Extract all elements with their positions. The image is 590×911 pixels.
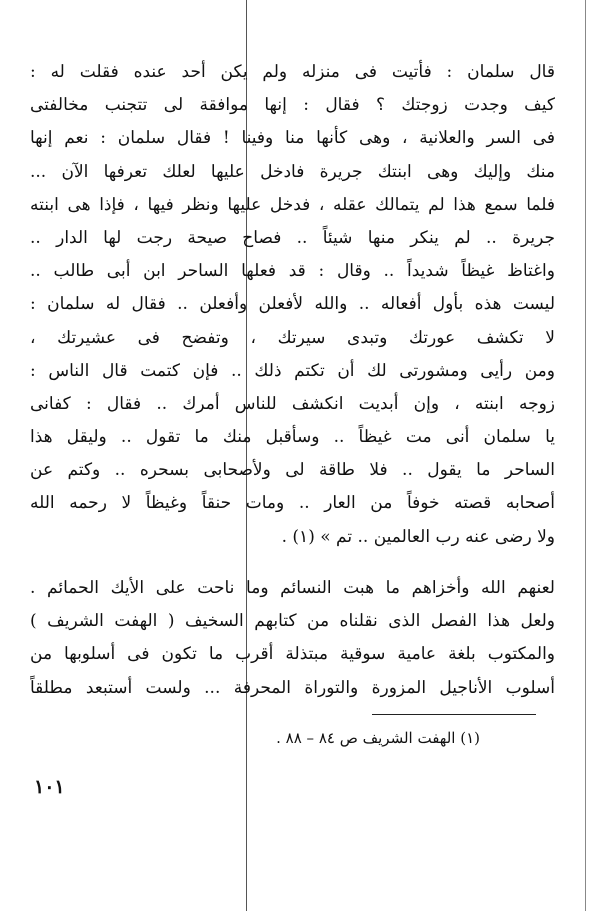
text-line: أصحابه قصته خوفاً من العار .. ومات حنقاً وغيظاً لا رحمه الله — [30, 493, 555, 514]
page-edge-line — [585, 0, 586, 911]
text-line: جريرة .. لم ينكر منها شيئاً .. فصاح صيحة رجت لها الدار .. — [30, 227, 555, 248]
text-line: قال سلمان : فأتيت فى منزله ولم يكن أحد عنده فقلت له : — [30, 62, 555, 82]
text-line: فلما سمع هذا لم يتمالك عقله ، فدخل عليها ونظر فيها ، فإذا هى ابنته — [30, 194, 555, 215]
text-line: زوجه ابنته ، وإن أبديت انكشف للناس أمرك .. فقال : كفانى — [30, 393, 555, 414]
text-line: كيف وجدت زوجتك ؟ فقال : إنها موافقة لى تتجنب مخالفتى — [30, 95, 555, 116]
text-line: ومن رأيى ومشورتى لك أن تكتم ذلك .. فإن كتمت قال الناس : — [30, 360, 555, 381]
text-line: الساحر ما يقول .. فلا طاقة لى ولأصحابى بسحره .. وكتم عن — [30, 460, 555, 481]
footnote: (١) الهفت الشريف ص ٨٤ – ٨٨ . — [276, 729, 480, 747]
text-line: ولا رضى عنه رب العالمين .. تم » (١) . — [281, 526, 555, 547]
text-line: منك وإليك وهى ابنتك جريرة فادخل عليها لعلك تعرفها الآن ... — [30, 161, 555, 182]
footnote-separator — [372, 714, 536, 715]
text-line: ولعل هذا الفصل الذى نقلناه من كتابهم السخيف ( الهفت الشريف ) — [30, 611, 555, 632]
text-line: يا سلمان أنى مت غيظاً .. وسأقبل منك ما تقول .. وليقل هذا — [30, 427, 555, 448]
text-line: لعنهم الله وأخزاهم ما هبت النسائم وما ناحت على الأيك الحمائم . — [30, 578, 555, 598]
page-number: ١٠١ — [34, 776, 65, 798]
text-line: ليست هذه بأول أفعاله .. والله لأفعلن وأفعلن .. فقال له سلمان : — [30, 294, 555, 315]
text-line: أسلوب الأناجيل المزورة والتوراة المحرفة ... ولست أستبعد مطلقاً — [30, 677, 555, 698]
paragraph-story — [30, 56, 555, 554]
text-line: واغتاظ غيظاً شديداً .. وقال : قد فعلها الساحر ابن أبى طالب .. — [30, 261, 555, 282]
text-line: فى السر والعلانية ، وهى كأنها منا وفينا ! فقال سلمان : نعم إنها — [30, 128, 555, 149]
text-line: لا تكشف عورتك وتبدى سيرتك ، وتفضح فى عشيرتك ، — [30, 327, 555, 348]
paragraph-commentary — [30, 572, 555, 705]
text-line: والمكتوب بلغة عامية سوقية مبتذلة أقرب ما تكون فى أسلوبها من — [30, 644, 555, 665]
